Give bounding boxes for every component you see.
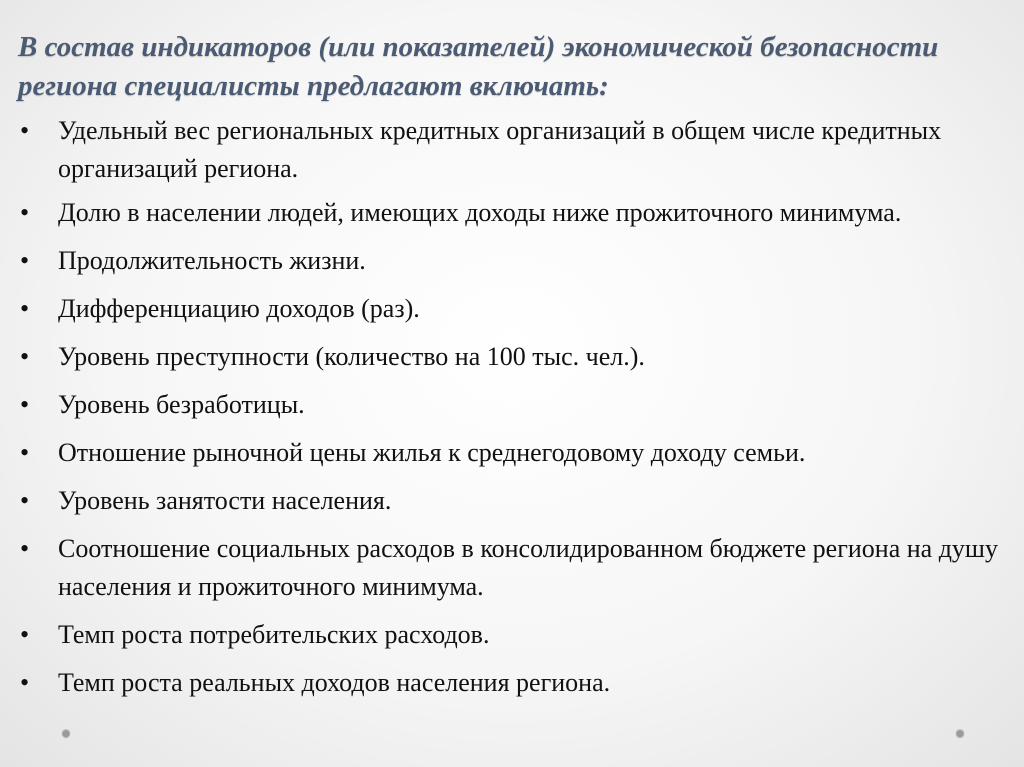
- list-item-text: Отношение рыночной цены жилья к среднегодовому доходу семьи.: [58, 438, 806, 467]
- bullet-icon: •: [20, 390, 30, 419]
- list-item-text: Долю в населении людей, имеющих доходы ниже прожиточного минимума.: [58, 198, 902, 227]
- bullet-list: [18, 112, 1008, 712]
- bullet-icon: •: [20, 116, 30, 145]
- list-item: [18, 386, 1008, 424]
- bullet-icon: •: [20, 620, 30, 649]
- list-item: [18, 530, 1008, 606]
- bullet-icon: •: [20, 486, 30, 515]
- bullet-icon: •: [20, 342, 30, 371]
- list-item: [18, 434, 1008, 472]
- bullet-icon: •: [20, 668, 30, 697]
- list-item-text: Продолжительность жизни.: [58, 246, 366, 275]
- bullet-icon: •: [20, 198, 30, 227]
- list-item: [18, 194, 1008, 232]
- bullet-icon: •: [20, 294, 30, 323]
- list-item: [18, 664, 1008, 702]
- list-item-text: Уровень преступности (количество на 100 тыс. чел.).: [58, 342, 645, 371]
- bullet-icon: •: [20, 438, 30, 467]
- list-item: [18, 290, 1008, 328]
- bullet-icon: •: [20, 534, 30, 563]
- list-item-text: Соотношение социальных расходов в консолидированном бюджете региона на душу населения и прожиточного минимума.: [58, 534, 998, 601]
- list-item: [18, 112, 1008, 188]
- list-item: [18, 338, 1008, 376]
- bullet-icon: •: [20, 246, 30, 275]
- slide-title: В состав индикаторов (или показателей) экономической безопасности региона специалисты предлагают включать:: [18, 31, 939, 102]
- list-item: [18, 482, 1008, 520]
- list-item: [18, 616, 1008, 654]
- list-item: [18, 242, 1008, 280]
- list-item-text: Дифференциацию доходов (раз).: [58, 294, 420, 323]
- list-item-text: Уровень безработицы.: [58, 390, 305, 419]
- list-item-text: Темп роста реальных доходов населения региона.: [58, 668, 611, 697]
- list-item-text: Удельный вес региональных кредитных организаций в общем числе кредитных организаций региона.: [58, 116, 942, 183]
- list-item-text: Темп роста потребительских расходов.: [58, 620, 490, 649]
- list-item-text: Уровень занятости населения.: [58, 486, 392, 515]
- decorative-dot-icon: [956, 729, 964, 737]
- decorative-dot-icon: [62, 729, 70, 737]
